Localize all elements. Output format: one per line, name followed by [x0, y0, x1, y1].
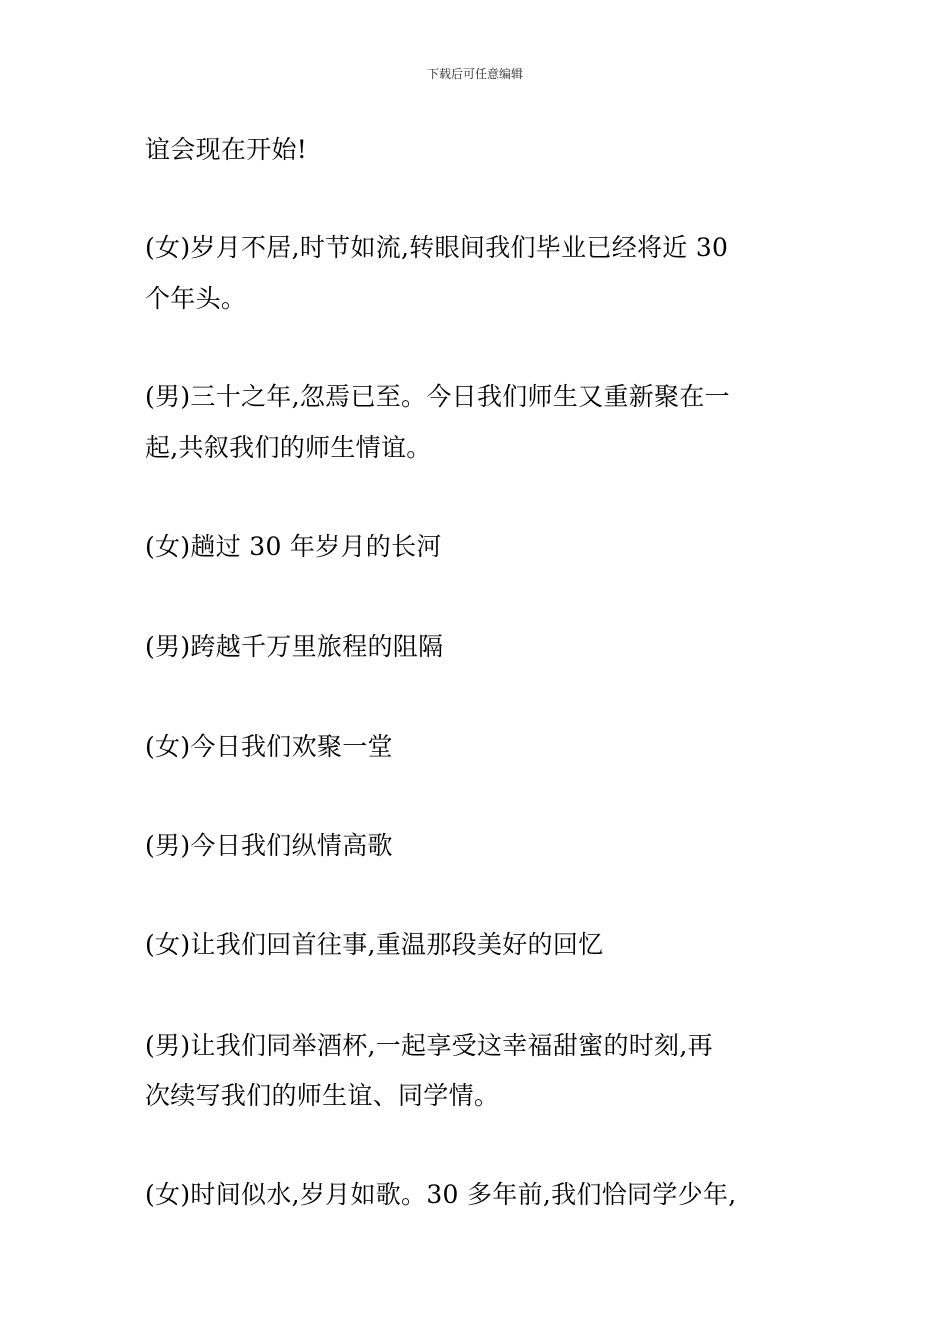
text-line: (女)趟过 30 年岁月的长河 [145, 532, 442, 561]
text-line: (女)时间似水,岁月如歌。30 多年前,我们恰同学少年, [145, 1180, 737, 1209]
text-line: (女)岁月不居,时节如流,转眼间我们毕业已经将近 30 [145, 233, 729, 262]
text-line: (男)今日我们纵情高歌 [145, 831, 393, 860]
text-line: 谊会现在开始! [145, 135, 308, 164]
text-line: 个年头。 [145, 284, 247, 313]
text-line: (女)让我们回首往事,重温那段美好的回忆 [145, 930, 604, 959]
text-line: (男)跨越千万里旅程的阻隔 [145, 632, 444, 661]
text-line: (男)三十之年,忽焉已至。今日我们师生又重新聚在一 [145, 382, 730, 411]
page-header: 下载后可任意编辑 [426, 67, 523, 81]
text-line: (女)今日我们欢聚一堂 [145, 732, 393, 761]
text-line: 起,共叙我们的师生情谊。 [145, 433, 432, 462]
text-line: (男)让我们同举酒杯,一起享受这幸福甜蜜的时刻,再 [145, 1031, 713, 1060]
text-line: 次续写我们的师生谊、同学情。 [145, 1081, 500, 1110]
